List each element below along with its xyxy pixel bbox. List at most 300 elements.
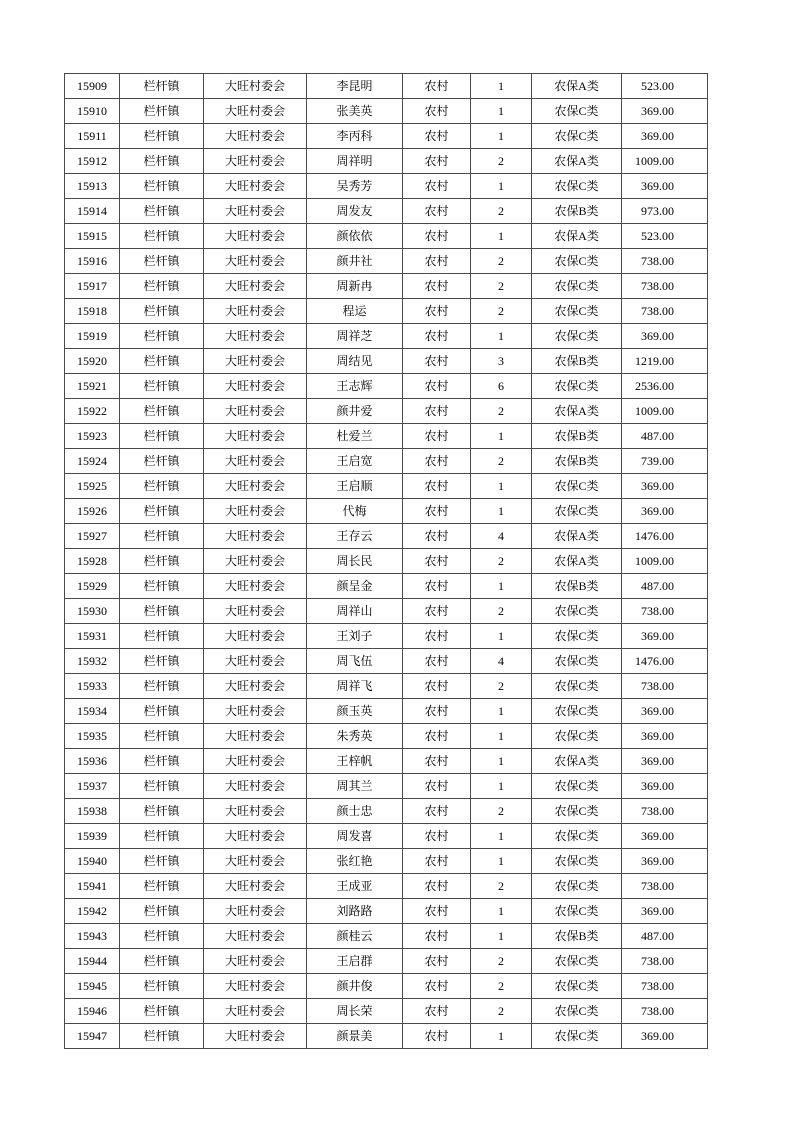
cell-name: 周其兰 [307, 774, 403, 799]
cell-amount: 487.00 [622, 424, 708, 449]
cell-name: 颜依依 [307, 224, 403, 249]
cell-town: 栏杆镇 [120, 399, 204, 424]
cell-town: 栏杆镇 [120, 549, 204, 574]
cell-name: 王梓帆 [307, 749, 403, 774]
cell-category: 农保B类 [532, 199, 622, 224]
cell-count: 3 [471, 349, 532, 374]
cell-category: 农保C类 [532, 624, 622, 649]
cell-village: 大旺村委会 [204, 149, 307, 174]
cell-category: 农保C类 [532, 174, 622, 199]
cell-town: 栏杆镇 [120, 624, 204, 649]
cell-village: 大旺村委会 [204, 424, 307, 449]
cell-category: 农保C类 [532, 774, 622, 799]
cell-category: 农保C类 [532, 899, 622, 924]
cell-village: 大旺村委会 [204, 749, 307, 774]
cell-name: 程运 [307, 299, 403, 324]
cell-category: 农保A类 [532, 549, 622, 574]
cell-residence: 农村 [403, 974, 471, 999]
cell-town: 栏杆镇 [120, 474, 204, 499]
cell-count: 2 [471, 874, 532, 899]
table-row [65, 124, 708, 149]
cell-count: 1 [471, 224, 532, 249]
cell-id: 15921 [65, 374, 120, 399]
cell-residence: 农村 [403, 649, 471, 674]
cell-village: 大旺村委会 [204, 874, 307, 899]
cell-category: 农保C类 [532, 724, 622, 749]
cell-id: 15924 [65, 449, 120, 474]
table-row [65, 324, 708, 349]
cell-category: 农保C类 [532, 999, 622, 1024]
cell-name: 王刘子 [307, 624, 403, 649]
cell-residence: 农村 [403, 1024, 471, 1049]
cell-count: 4 [471, 649, 532, 674]
cell-amount: 738.00 [622, 599, 708, 624]
cell-amount: 738.00 [622, 999, 708, 1024]
cell-name: 颜玉英 [307, 699, 403, 724]
cell-category: 农保C类 [532, 499, 622, 524]
cell-amount: 738.00 [622, 274, 708, 299]
cell-category: 农保C类 [532, 1024, 622, 1049]
cell-id: 15947 [65, 1024, 120, 1049]
table-row [65, 74, 708, 99]
cell-village: 大旺村委会 [204, 399, 307, 424]
table-row [65, 949, 708, 974]
cell-category: 农保C类 [532, 374, 622, 399]
table-row [65, 699, 708, 724]
cell-village: 大旺村委会 [204, 224, 307, 249]
cell-residence: 农村 [403, 399, 471, 424]
cell-category: 农保C类 [532, 474, 622, 499]
cell-name: 颜桂云 [307, 924, 403, 949]
cell-category: 农保A类 [532, 749, 622, 774]
cell-residence: 农村 [403, 574, 471, 599]
cell-village: 大旺村委会 [204, 774, 307, 799]
cell-amount: 369.00 [622, 174, 708, 199]
cell-town: 栏杆镇 [120, 874, 204, 899]
cell-id: 15940 [65, 849, 120, 874]
cell-name: 周祥飞 [307, 674, 403, 699]
cell-amount: 973.00 [622, 199, 708, 224]
table-row [65, 199, 708, 224]
cell-amount: 523.00 [622, 224, 708, 249]
cell-residence: 农村 [403, 624, 471, 649]
cell-id: 15942 [65, 899, 120, 924]
cell-village: 大旺村委会 [204, 924, 307, 949]
cell-village: 大旺村委会 [204, 474, 307, 499]
cell-id: 15923 [65, 424, 120, 449]
cell-village: 大旺村委会 [204, 199, 307, 224]
cell-id: 15912 [65, 149, 120, 174]
cell-amount: 369.00 [622, 474, 708, 499]
table-row [65, 624, 708, 649]
cell-category: 农保A类 [532, 524, 622, 549]
table-row [65, 974, 708, 999]
table-row [65, 549, 708, 574]
cell-category: 农保C类 [532, 124, 622, 149]
table-row [65, 599, 708, 624]
cell-count: 2 [471, 974, 532, 999]
cell-category: 农保A类 [532, 149, 622, 174]
cell-village: 大旺村委会 [204, 124, 307, 149]
cell-amount: 738.00 [622, 249, 708, 274]
cell-name: 李昆明 [307, 74, 403, 99]
cell-town: 栏杆镇 [120, 349, 204, 374]
table-row [65, 274, 708, 299]
cell-residence: 农村 [403, 74, 471, 99]
cell-category: 农保C类 [532, 799, 622, 824]
cell-name: 颜井爱 [307, 399, 403, 424]
cell-id: 15937 [65, 774, 120, 799]
cell-residence: 农村 [403, 874, 471, 899]
cell-village: 大旺村委会 [204, 99, 307, 124]
cell-count: 2 [471, 149, 532, 174]
cell-residence: 农村 [403, 924, 471, 949]
benefits-table [64, 73, 708, 1049]
cell-amount: 738.00 [622, 949, 708, 974]
cell-residence: 农村 [403, 324, 471, 349]
cell-name: 王志辉 [307, 374, 403, 399]
cell-count: 2 [471, 949, 532, 974]
cell-town: 栏杆镇 [120, 674, 204, 699]
cell-town: 栏杆镇 [120, 974, 204, 999]
cell-village: 大旺村委会 [204, 174, 307, 199]
table-row [65, 399, 708, 424]
cell-name: 刘路路 [307, 899, 403, 924]
table-row [65, 999, 708, 1024]
cell-id: 15930 [65, 599, 120, 624]
cell-village: 大旺村委会 [204, 799, 307, 824]
cell-town: 栏杆镇 [120, 599, 204, 624]
cell-category: 农保C类 [532, 324, 622, 349]
cell-village: 大旺村委会 [204, 624, 307, 649]
cell-amount: 2536.00 [622, 374, 708, 399]
cell-category: 农保A类 [532, 224, 622, 249]
cell-residence: 农村 [403, 674, 471, 699]
cell-amount: 369.00 [622, 99, 708, 124]
table-row [65, 424, 708, 449]
cell-id: 15931 [65, 624, 120, 649]
cell-amount: 369.00 [622, 1024, 708, 1049]
cell-village: 大旺村委会 [204, 599, 307, 624]
cell-village: 大旺村委会 [204, 724, 307, 749]
cell-town: 栏杆镇 [120, 649, 204, 674]
cell-amount: 369.00 [622, 899, 708, 924]
cell-amount: 738.00 [622, 799, 708, 824]
cell-id: 15926 [65, 499, 120, 524]
cell-count: 2 [471, 999, 532, 1024]
cell-count: 6 [471, 374, 532, 399]
cell-town: 栏杆镇 [120, 299, 204, 324]
cell-id: 15909 [65, 74, 120, 99]
cell-town: 栏杆镇 [120, 924, 204, 949]
cell-village: 大旺村委会 [204, 899, 307, 924]
cell-category: 农保C类 [532, 974, 622, 999]
cell-village: 大旺村委会 [204, 324, 307, 349]
cell-town: 栏杆镇 [120, 224, 204, 249]
cell-count: 2 [471, 399, 532, 424]
cell-residence: 农村 [403, 899, 471, 924]
table-row [65, 799, 708, 824]
cell-name: 颜士忠 [307, 799, 403, 824]
cell-name: 周新冉 [307, 274, 403, 299]
table-row [65, 899, 708, 924]
cell-count: 1 [471, 474, 532, 499]
cell-id: 15920 [65, 349, 120, 374]
cell-town: 栏杆镇 [120, 499, 204, 524]
cell-residence: 农村 [403, 99, 471, 124]
cell-residence: 农村 [403, 124, 471, 149]
cell-amount: 369.00 [622, 124, 708, 149]
cell-village: 大旺村委会 [204, 849, 307, 874]
cell-village: 大旺村委会 [204, 549, 307, 574]
table-row [65, 874, 708, 899]
cell-amount: 523.00 [622, 74, 708, 99]
cell-name: 张美英 [307, 99, 403, 124]
cell-town: 栏杆镇 [120, 99, 204, 124]
cell-id: 15914 [65, 199, 120, 224]
cell-residence: 农村 [403, 699, 471, 724]
cell-category: 农保C类 [532, 824, 622, 849]
cell-residence: 农村 [403, 799, 471, 824]
cell-count: 2 [471, 274, 532, 299]
cell-village: 大旺村委会 [204, 949, 307, 974]
cell-village: 大旺村委会 [204, 999, 307, 1024]
cell-town: 栏杆镇 [120, 424, 204, 449]
cell-name: 周祥明 [307, 149, 403, 174]
cell-amount: 739.00 [622, 449, 708, 474]
cell-residence: 农村 [403, 524, 471, 549]
cell-residence: 农村 [403, 774, 471, 799]
cell-name: 周祥山 [307, 599, 403, 624]
cell-village: 大旺村委会 [204, 824, 307, 849]
table-row [65, 224, 708, 249]
table-row [65, 1024, 708, 1049]
cell-town: 栏杆镇 [120, 1024, 204, 1049]
table-row [65, 724, 708, 749]
cell-id: 15928 [65, 549, 120, 574]
cell-town: 栏杆镇 [120, 724, 204, 749]
cell-category: 农保C类 [532, 674, 622, 699]
cell-count: 1 [471, 774, 532, 799]
cell-residence: 农村 [403, 599, 471, 624]
cell-count: 2 [471, 799, 532, 824]
cell-id: 15933 [65, 674, 120, 699]
cell-id: 15918 [65, 299, 120, 324]
cell-name: 颜井俊 [307, 974, 403, 999]
cell-count: 1 [471, 849, 532, 874]
cell-residence: 农村 [403, 249, 471, 274]
table-row [65, 849, 708, 874]
cell-amount: 369.00 [622, 724, 708, 749]
cell-count: 2 [471, 599, 532, 624]
cell-category: 农保C类 [532, 949, 622, 974]
cell-amount: 487.00 [622, 924, 708, 949]
cell-category: 农保C类 [532, 274, 622, 299]
cell-category: 农保B类 [532, 924, 622, 949]
cell-name: 周发友 [307, 199, 403, 224]
cell-name: 周祥芝 [307, 324, 403, 349]
cell-amount: 369.00 [622, 849, 708, 874]
cell-amount: 1009.00 [622, 549, 708, 574]
cell-id: 15922 [65, 399, 120, 424]
cell-town: 栏杆镇 [120, 749, 204, 774]
cell-residence: 农村 [403, 149, 471, 174]
cell-amount: 1009.00 [622, 149, 708, 174]
cell-residence: 农村 [403, 424, 471, 449]
table-row [65, 174, 708, 199]
cell-name: 周飞伍 [307, 649, 403, 674]
table-row [65, 674, 708, 699]
cell-count: 2 [471, 674, 532, 699]
cell-residence: 农村 [403, 449, 471, 474]
cell-id: 15911 [65, 124, 120, 149]
cell-residence: 农村 [403, 999, 471, 1024]
cell-category: 农保C类 [532, 649, 622, 674]
table-row [65, 824, 708, 849]
cell-category: 农保A类 [532, 399, 622, 424]
cell-count: 2 [471, 549, 532, 574]
cell-amount: 738.00 [622, 674, 708, 699]
cell-count: 1 [471, 74, 532, 99]
table-row [65, 374, 708, 399]
cell-count: 4 [471, 524, 532, 549]
table-row [65, 349, 708, 374]
cell-count: 2 [471, 199, 532, 224]
cell-category: 农保B类 [532, 424, 622, 449]
cell-count: 1 [471, 1024, 532, 1049]
cell-residence: 农村 [403, 174, 471, 199]
cell-residence: 农村 [403, 474, 471, 499]
table-row [65, 474, 708, 499]
cell-amount: 369.00 [622, 624, 708, 649]
table-row [65, 249, 708, 274]
cell-residence: 农村 [403, 749, 471, 774]
cell-id: 15919 [65, 324, 120, 349]
cell-id: 15945 [65, 974, 120, 999]
cell-town: 栏杆镇 [120, 249, 204, 274]
cell-count: 1 [471, 899, 532, 924]
cell-count: 1 [471, 924, 532, 949]
cell-residence: 农村 [403, 499, 471, 524]
cell-village: 大旺村委会 [204, 524, 307, 549]
cell-count: 1 [471, 699, 532, 724]
cell-id: 15910 [65, 99, 120, 124]
cell-count: 1 [471, 324, 532, 349]
cell-id: 15935 [65, 724, 120, 749]
cell-name: 杜爱兰 [307, 424, 403, 449]
cell-residence: 农村 [403, 299, 471, 324]
cell-id: 15938 [65, 799, 120, 824]
cell-town: 栏杆镇 [120, 524, 204, 549]
cell-town: 栏杆镇 [120, 849, 204, 874]
cell-amount: 369.00 [622, 824, 708, 849]
cell-category: 农保A类 [532, 74, 622, 99]
cell-name: 周长荣 [307, 999, 403, 1024]
cell-residence: 农村 [403, 274, 471, 299]
cell-town: 栏杆镇 [120, 574, 204, 599]
cell-id: 15939 [65, 824, 120, 849]
cell-village: 大旺村委会 [204, 674, 307, 699]
cell-village: 大旺村委会 [204, 574, 307, 599]
cell-name: 代梅 [307, 499, 403, 524]
cell-id: 15934 [65, 699, 120, 724]
cell-id: 15929 [65, 574, 120, 599]
cell-residence: 农村 [403, 949, 471, 974]
cell-name: 颜呈金 [307, 574, 403, 599]
cell-id: 15927 [65, 524, 120, 549]
cell-village: 大旺村委会 [204, 374, 307, 399]
table-row [65, 774, 708, 799]
cell-category: 农保C类 [532, 599, 622, 624]
cell-name: 周结见 [307, 349, 403, 374]
cell-name: 周发喜 [307, 824, 403, 849]
table-row [65, 574, 708, 599]
cell-id: 15925 [65, 474, 120, 499]
table-row [65, 924, 708, 949]
cell-amount: 369.00 [622, 749, 708, 774]
cell-count: 1 [471, 499, 532, 524]
cell-residence: 农村 [403, 849, 471, 874]
cell-village: 大旺村委会 [204, 299, 307, 324]
cell-category: 农保C类 [532, 99, 622, 124]
cell-village: 大旺村委会 [204, 274, 307, 299]
cell-residence: 农村 [403, 224, 471, 249]
cell-name: 颜景美 [307, 1024, 403, 1049]
cell-town: 栏杆镇 [120, 174, 204, 199]
cell-amount: 369.00 [622, 324, 708, 349]
cell-town: 栏杆镇 [120, 949, 204, 974]
cell-id: 15915 [65, 224, 120, 249]
cell-name: 朱秀英 [307, 724, 403, 749]
table-row [65, 749, 708, 774]
cell-town: 栏杆镇 [120, 199, 204, 224]
cell-name: 王存云 [307, 524, 403, 549]
cell-id: 15941 [65, 874, 120, 899]
cell-town: 栏杆镇 [120, 449, 204, 474]
cell-amount: 1476.00 [622, 649, 708, 674]
cell-town: 栏杆镇 [120, 74, 204, 99]
cell-amount: 738.00 [622, 299, 708, 324]
cell-count: 1 [471, 124, 532, 149]
cell-residence: 农村 [403, 724, 471, 749]
cell-town: 栏杆镇 [120, 699, 204, 724]
table-row [65, 149, 708, 174]
cell-count: 1 [471, 99, 532, 124]
cell-town: 栏杆镇 [120, 374, 204, 399]
table-row [65, 449, 708, 474]
cell-name: 颜井社 [307, 249, 403, 274]
cell-name: 吴秀芳 [307, 174, 403, 199]
cell-count: 1 [471, 174, 532, 199]
cell-name: 李丙科 [307, 124, 403, 149]
cell-village: 大旺村委会 [204, 699, 307, 724]
cell-id: 15932 [65, 649, 120, 674]
cell-village: 大旺村委会 [204, 974, 307, 999]
cell-residence: 农村 [403, 349, 471, 374]
cell-id: 15917 [65, 274, 120, 299]
cell-count: 1 [471, 824, 532, 849]
cell-town: 栏杆镇 [120, 124, 204, 149]
cell-residence: 农村 [403, 374, 471, 399]
cell-category: 农保C类 [532, 874, 622, 899]
cell-town: 栏杆镇 [120, 799, 204, 824]
cell-category: 农保C类 [532, 699, 622, 724]
cell-village: 大旺村委会 [204, 74, 307, 99]
cell-amount: 738.00 [622, 874, 708, 899]
cell-id: 15943 [65, 924, 120, 949]
cell-count: 2 [471, 249, 532, 274]
cell-town: 栏杆镇 [120, 149, 204, 174]
